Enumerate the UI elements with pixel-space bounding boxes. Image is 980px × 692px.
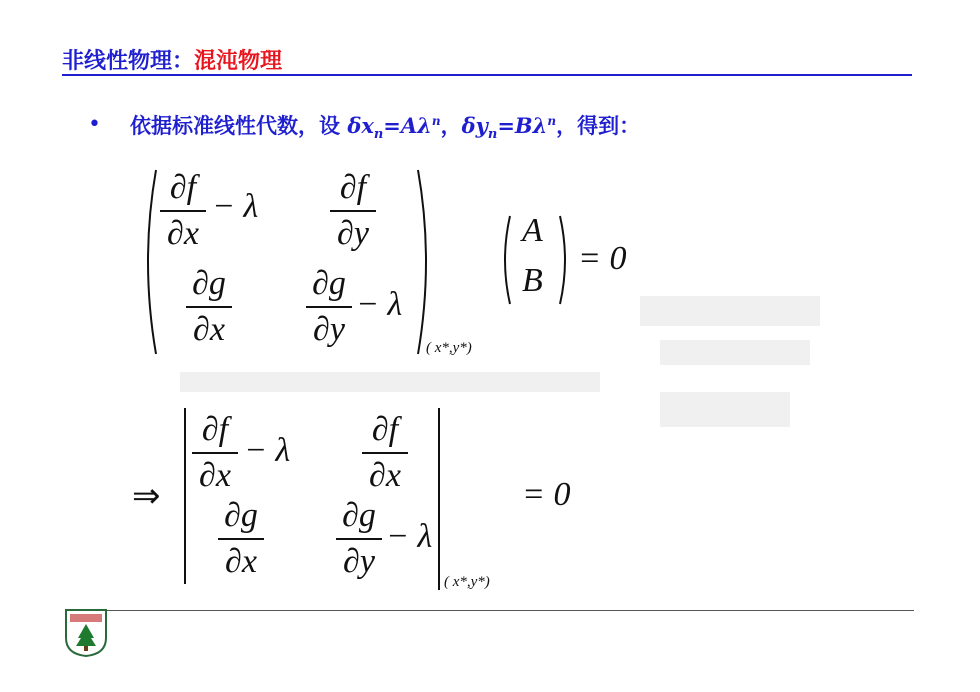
slide-title	[62, 44, 282, 75]
det-a12-fraction	[362, 410, 408, 496]
denominator: ∂x	[225, 542, 257, 580]
numerator: ∂f	[339, 169, 367, 206]
implies-arrow: ⇒	[132, 478, 161, 515]
bullet-text	[130, 110, 640, 142]
bullet-sep: ，	[440, 114, 462, 138]
denominator: ∂x	[199, 456, 231, 494]
bullet-marker: •	[88, 112, 101, 137]
footer-rule	[104, 610, 914, 611]
numerator: ∂g	[192, 265, 226, 302]
background-watermark	[660, 392, 790, 427]
det-evaluated-at: ( x*,y*)	[444, 574, 490, 590]
numerator: ∂g	[224, 497, 258, 534]
matrix-a12-fraction	[330, 168, 376, 254]
denominator: ∂y	[343, 542, 375, 580]
numerator: ∂f	[169, 169, 197, 206]
bullet-n2: n	[487, 127, 498, 143]
bullet-eq1: =Aλ	[383, 113, 432, 138]
title-part-1: 非线性物理：	[62, 49, 195, 74]
numerator: ∂g	[312, 265, 346, 302]
background-watermark	[660, 340, 810, 365]
bullet-eq2: =Bλ	[497, 113, 548, 138]
det-a11-lambda: − λ	[244, 432, 291, 469]
determinant-left-bar	[184, 408, 186, 584]
matrix-a21-fraction	[186, 264, 232, 350]
det-a21-fraction	[218, 496, 264, 582]
denominator: ∂y	[337, 214, 369, 252]
numerator: ∂g	[342, 497, 376, 534]
matrix-equals-zero: = 0	[578, 240, 627, 277]
matrix-a22-lambda: − λ	[356, 286, 403, 323]
bullet-n1: n	[373, 127, 384, 143]
denominator: ∂y	[313, 310, 345, 348]
vector-b: B	[522, 262, 543, 299]
numerator: ∂f	[371, 411, 399, 448]
matrix-a11-lambda: − λ	[212, 188, 259, 225]
denominator: ∂x	[193, 310, 225, 348]
det-a22-lambda: − λ	[386, 518, 433, 555]
numerator: ∂f	[201, 411, 229, 448]
bullet-suffix: ，得到：	[556, 114, 641, 138]
det-a22-fraction	[336, 496, 382, 582]
bullet-dx: δx	[347, 113, 374, 138]
bullet-prefix: 依据标准线性代数，设	[130, 114, 348, 138]
background-watermark	[180, 372, 600, 392]
determinant-right-bar	[438, 408, 440, 590]
denominator: ∂x	[369, 456, 401, 494]
matrix-evaluated-at: ( x*,y*)	[426, 340, 472, 356]
university-seal-icon	[64, 608, 108, 658]
vector-a: A	[522, 212, 543, 249]
bullet-dy: δy	[461, 113, 488, 138]
det-equals-zero: = 0	[522, 476, 571, 513]
denominator: ∂x	[167, 214, 199, 252]
matrix-a22-fraction	[306, 264, 352, 350]
background-watermark	[640, 296, 820, 326]
title-underline	[62, 74, 912, 76]
bullet-pow2: n	[547, 114, 557, 128]
matrix-a11-fraction	[160, 168, 206, 254]
title-part-2: 混沌物理	[194, 49, 283, 74]
det-a11-fraction	[192, 410, 238, 496]
bullet-pow1: n	[431, 114, 441, 128]
